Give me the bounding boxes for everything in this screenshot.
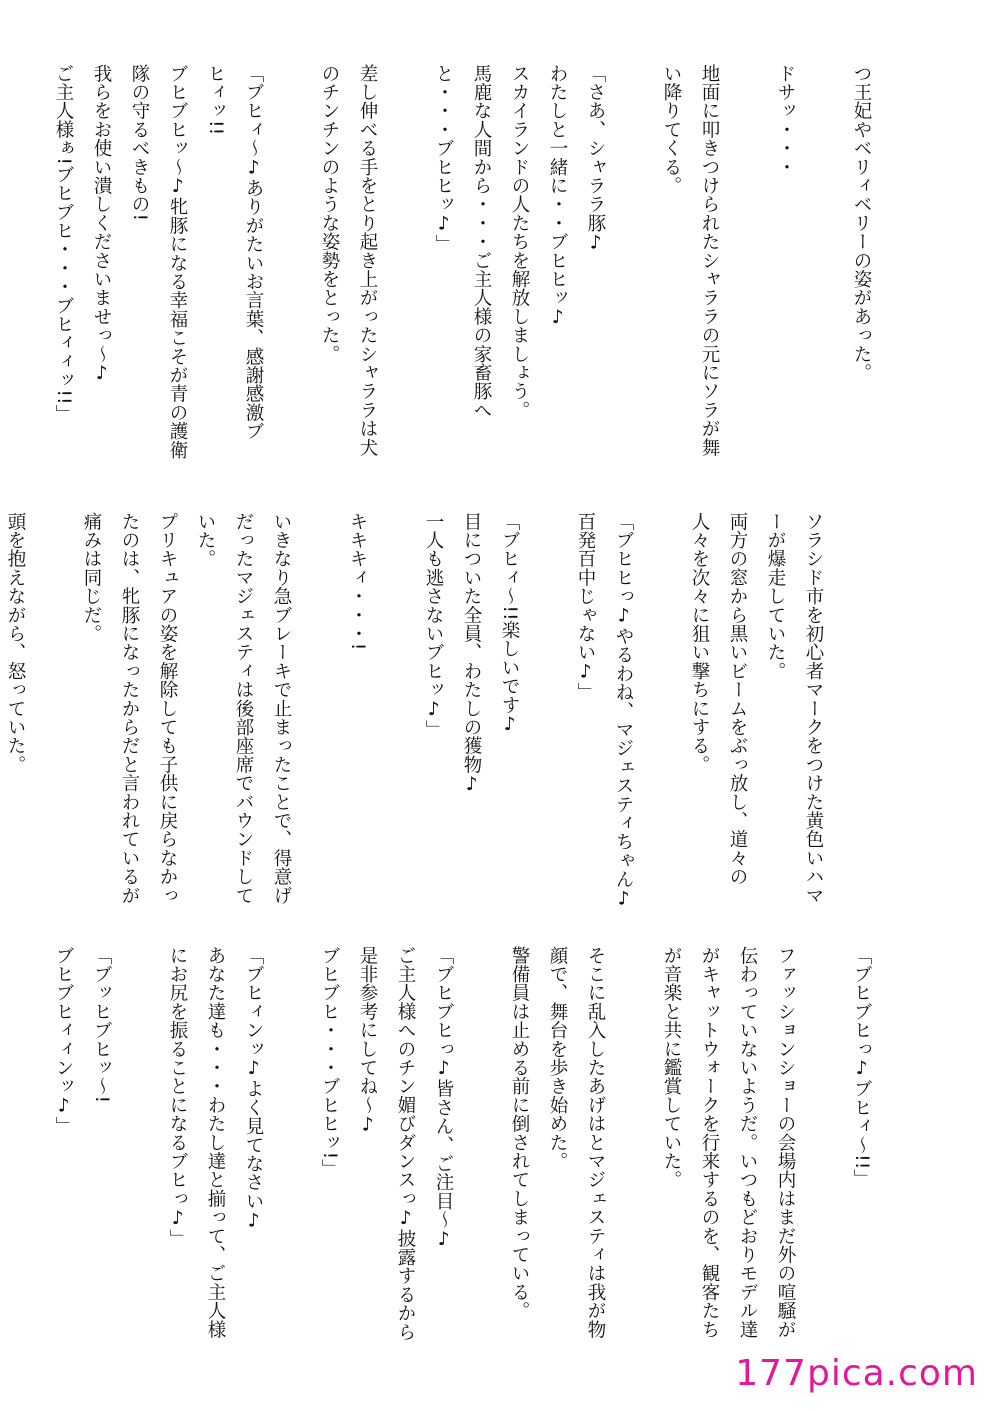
text-line xyxy=(120,946,158,1341)
text-line: 我らをお使い潰しくださいませっ～♪ xyxy=(91,64,112,385)
text-line: 地面に叩きつけられたシャララの元にソラが舞 xyxy=(699,64,720,457)
text-line: 一人も逃さないブヒッ♪」 xyxy=(423,512,444,739)
text-line: だったマジェスティは後部座席でバウンドして xyxy=(233,512,254,905)
text-block-middle xyxy=(0,512,832,910)
text-line xyxy=(300,512,338,910)
text-line: 差し伸べる手をとり起き上がったシャララは犬 xyxy=(357,64,378,457)
text-line: いた。 xyxy=(195,512,216,569)
text-line: つ王妃やベリィベリーの姿があった。 xyxy=(851,64,872,382)
text-line: ドサッ・・・ xyxy=(775,64,796,177)
text-line: ご主人様ぁ!ブヒブヒ・・・ブヒィィッ!!」 xyxy=(53,64,74,424)
text-line: たのは、牝豚になったからだと言われているが xyxy=(119,512,140,905)
text-line: 「ブヒブヒっ♪ブヒィ～!!」 xyxy=(851,946,872,1189)
text-line: ヒィッ!! xyxy=(205,64,226,136)
text-line: ブヒブヒッ～♪牝豚になる幸福こそが青の護衛 xyxy=(167,64,188,460)
text-line: ご主人様へのチン媚びダンスっ♪披露するから xyxy=(395,946,416,1342)
text-line: 痛みは同じだ。 xyxy=(81,512,102,643)
text-line: キキキィ・・・! xyxy=(347,512,368,651)
text-line xyxy=(804,64,842,459)
text-line: 「ブヒィンッ♪よく見てなさい♪ xyxy=(243,946,264,1232)
text-line xyxy=(386,64,424,459)
text-line: 「ブヒィ～!!楽しいです♪ xyxy=(499,512,520,736)
text-line: が音楽と共に鑑賞していた。 xyxy=(661,946,682,1190)
text-line: 「ブヒブヒっ♪皆さん、ご注目～♪ xyxy=(433,946,454,1251)
text-line: 両方の窓から黒いビームをぶっ放し、道々の xyxy=(727,512,748,886)
text-line: 顔で、舞台を歩き始めた。 xyxy=(547,946,568,1171)
text-line: 是非参考にしてね～♪ xyxy=(357,946,378,1136)
text-line xyxy=(6,64,44,459)
text-line: にお尻を振ることになるブヒっ♪」 xyxy=(167,946,188,1248)
text-line: ブヒブヒ・・・ブヒヒッ!」 xyxy=(319,946,340,1179)
text-line: 「ブヒヒっ♪やるわね、マジェスティちゃん♪ xyxy=(613,512,634,910)
text-line: 「ブヒィ～♪ありがたいお言葉、感謝感激ブ xyxy=(243,64,264,441)
text-line: ソラシド市を初心者マークをつけた黄色いハマ xyxy=(803,512,824,905)
text-line: 隊の守るべきもの! xyxy=(129,64,150,222)
text-line: そこに乱入したあげはとマジェスティは我が物 xyxy=(585,946,606,1339)
text-line xyxy=(272,946,310,1341)
text-line xyxy=(0,64,6,459)
text-line: あなた達も・・・わたし達と揃って、ご主人様 xyxy=(205,946,226,1339)
text-line: 「ブッヒブヒッ～! xyxy=(91,946,112,1104)
text-line xyxy=(642,512,680,910)
text-line: 伝わっていないようだ。いつもどおりモデル達 xyxy=(737,946,758,1339)
text-line: がキャットウォークを行来するのを、観客たち xyxy=(699,946,720,1339)
text-line xyxy=(614,946,652,1341)
text-block-bottom xyxy=(0,946,880,1341)
site-watermark: 177pica.com xyxy=(735,1353,978,1394)
text-line: いきなり急ブレーキで止まったことで、得意げ xyxy=(271,512,292,905)
text-line: のチンチンのような姿勢をとった。 xyxy=(319,64,340,364)
text-line: ファッションショーの会場内はまだ外の喧騒が xyxy=(775,946,796,1339)
text-line: ブヒブヒィィンッ♪」 xyxy=(53,946,74,1136)
text-line: 人々を次々に狙い撃ちにする。 xyxy=(689,512,710,774)
text-line xyxy=(0,946,6,1341)
text-line xyxy=(376,512,414,910)
text-line: 目についた全員、わたしの獲物♪ xyxy=(461,512,482,795)
text-line: 「さあ、シャララ豚♪ xyxy=(585,64,606,254)
text-line: ーが爆走していた。 xyxy=(765,512,786,681)
text-line xyxy=(804,946,842,1341)
text-line: と・・・ブヒヒッ♪」 xyxy=(433,64,454,254)
text-line: 馬鹿な人間から・・・ご主人様の家畜豚へ xyxy=(471,64,492,420)
text-line: い降りてくる。 xyxy=(661,64,682,195)
text-line: わたしと一緒に・・ブヒヒッ♪ xyxy=(547,64,568,329)
text-line: 警備員は止める前に倒されてしまっている。 xyxy=(509,946,530,1320)
text-line: 百発百中じゃない♪」 xyxy=(575,512,596,702)
text-line xyxy=(6,946,44,1341)
text-block-top xyxy=(0,64,880,459)
text-line xyxy=(462,946,500,1341)
text-line: 頭を抱えながら、怒っていた。 xyxy=(5,512,26,774)
text-line xyxy=(272,64,310,459)
text-line xyxy=(614,64,652,459)
text-line xyxy=(728,64,766,459)
text-line: スカイランドの人たちを解放しましょう。 xyxy=(509,64,530,420)
text-line xyxy=(34,512,72,910)
text-line: プリキュアの姿を解除しても子供に戻らなかっ xyxy=(157,512,178,905)
text-line xyxy=(528,512,566,910)
